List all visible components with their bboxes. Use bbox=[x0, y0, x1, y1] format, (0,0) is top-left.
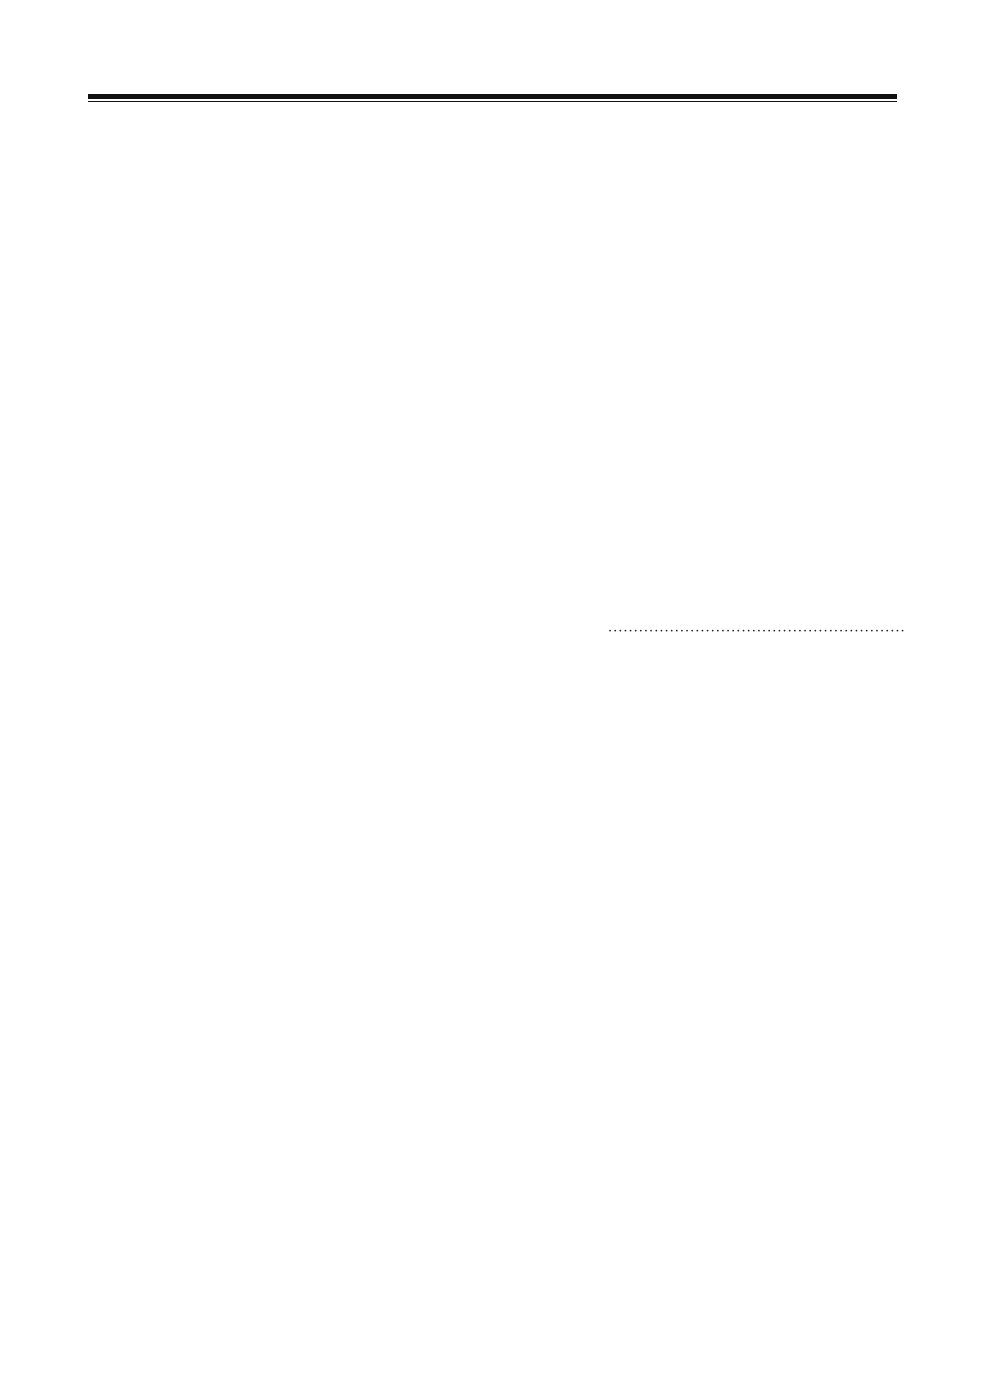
leader-dots: ·························································· bbox=[608, 624, 906, 639]
header-rule-thin bbox=[88, 101, 897, 102]
header-rule-thick bbox=[88, 94, 897, 99]
